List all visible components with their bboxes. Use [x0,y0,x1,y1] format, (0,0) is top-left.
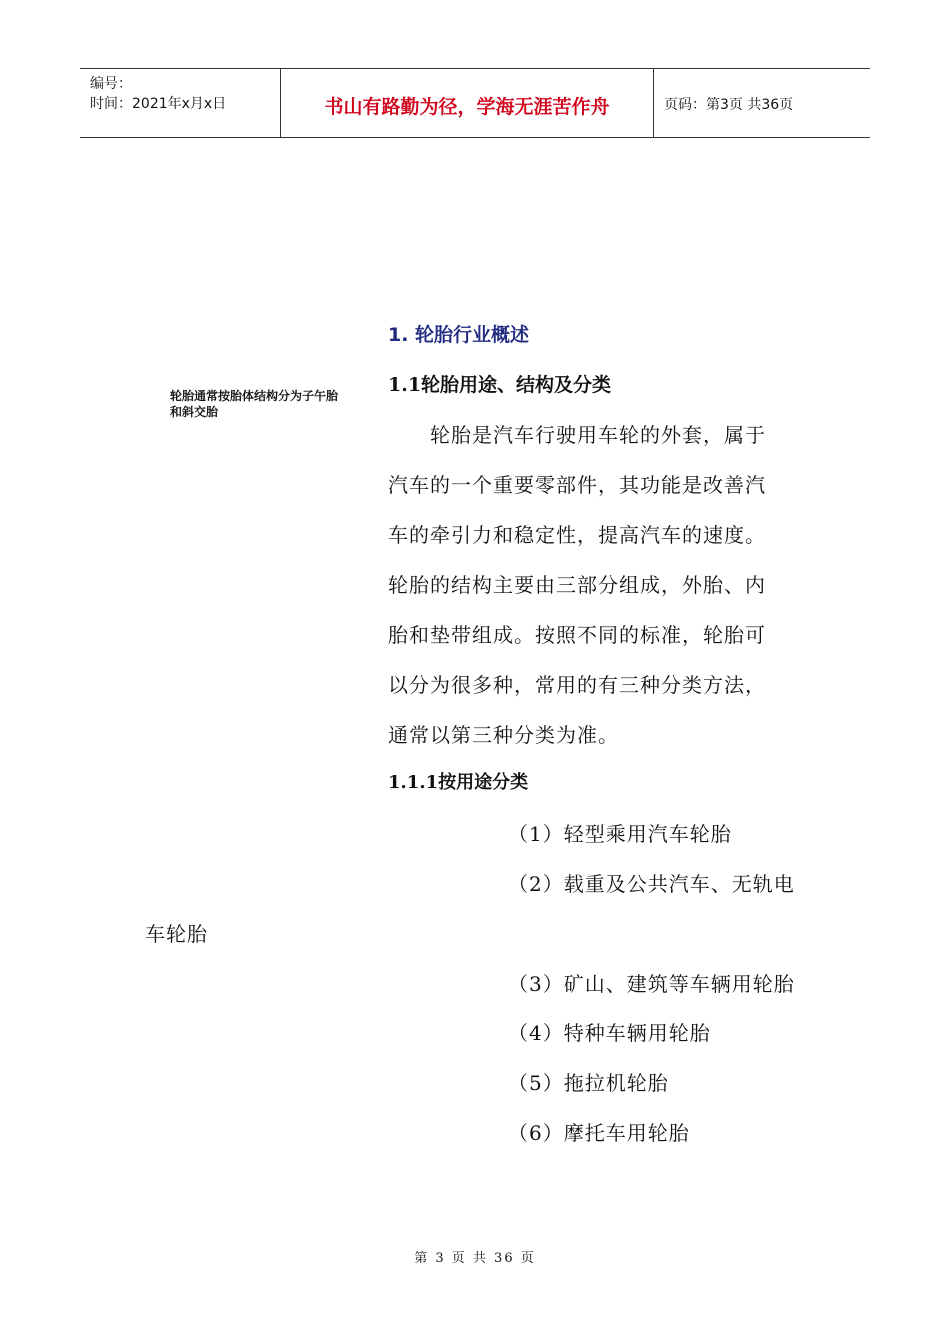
page-header [80,68,870,138]
section-1-title: 1. 轮胎行业概述 [388,324,530,346]
paragraph-line: 汽车的一个重要零部件，其功能是改善汽 [388,473,766,497]
paragraph-line: 胎和垫带组成。按照不同的标准，轮胎可 [388,623,766,647]
list-item: （1）轻型乘用汽车轮胎 [508,822,732,846]
number-label: 编号： [90,76,132,92]
list-item: 车轮胎 [145,922,208,946]
header-page-cell [654,69,870,137]
list-item: （4）特种车辆用轮胎 [508,1021,711,1045]
side-note: 轮胎通常按胎体结构分为子午胎和斜交胎 [170,389,339,419]
page-indicator: 页码：第3页 共36页 [664,97,794,113]
paragraph-line: 轮胎是汽车行驶用车轮的外套，属于 [430,423,766,447]
header-meta-cell [80,69,281,137]
header-motto-cell [281,69,654,137]
paragraph-line: 通常以第三种分类为准。 [388,723,619,747]
list-item: （3）矿山、建筑等车辆用轮胎 [508,972,795,996]
list-item: （5）拖拉机轮胎 [508,1071,669,1095]
date-label: 时间：2021年x月x日 [90,96,227,112]
section-1-1-title: 1.1轮胎用途、结构及分类 [388,374,612,396]
page-footer: 第 3 页 共 36 页 [414,1251,536,1266]
paragraph-line: 以分为很多种，常用的有三种分类方法， [388,673,766,697]
section-1-1-1-title: 1.1.1按用途分类 [388,772,529,793]
list-item: （6）摩托车用轮胎 [508,1121,690,1145]
paragraph-line: 轮胎的结构主要由三部分组成，外胎、内 [388,573,766,597]
list-item: （2）载重及公共汽车、无轨电 [508,872,795,896]
motto-text: 书山有路勤为径，学海无涯苦作舟 [324,96,610,118]
paragraph-line: 车的牵引力和稳定性，提高汽车的速度。 [388,523,766,547]
